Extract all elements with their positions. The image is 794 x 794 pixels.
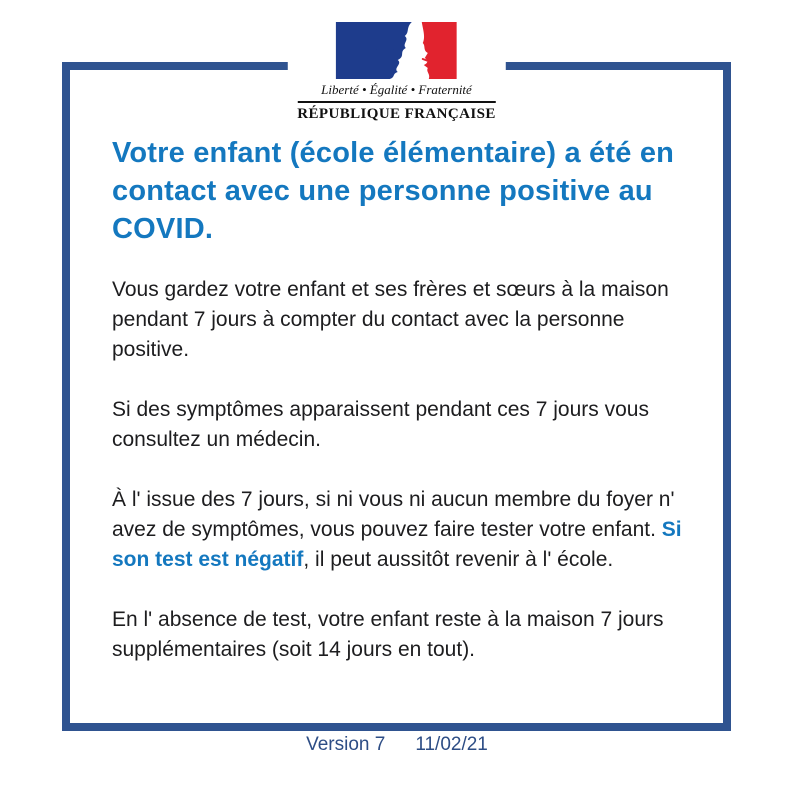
- page-title: Votre enfant (école élémentaire) a été en contact avec une personne positive au COVID.: [112, 137, 675, 245]
- framed-card: [62, 62, 731, 731]
- negative-test-highlight: Si son test est négatif: [112, 518, 682, 571]
- footer: [0, 734, 794, 756]
- card-content: [70, 70, 723, 665]
- footer-date: 11/02/21: [415, 734, 488, 755]
- paragraph-keep-home: Vous gardez votre enfant et ses frères et sœurs à la maison pendant 7 jours à compter du contact avec la personne positive.: [112, 278, 669, 361]
- logo-republic-name: RÉPUBLIQUE FRANÇAISE: [297, 106, 496, 122]
- lips-stroke: [423, 59, 427, 61]
- logo-motto: Liberté • Égalité • Fraternité: [297, 82, 495, 103]
- paragraph-symptoms: Si des symptômes apparaissent pendant ces 7 jours vous consultez un médecin.: [112, 398, 649, 451]
- paragraph-no-test: En l' absence de test, votre enfant reste à la maison 7 jours supplémentaires (soit 14 jours en tout).: [112, 608, 664, 661]
- paragraph-testing: [112, 485, 695, 575]
- marianne-logo: [287, 22, 505, 125]
- footer-version: Version 7: [306, 734, 386, 755]
- french-flag-marianne-icon: [336, 22, 457, 79]
- paragraph-testing-after: , il peut aussitôt revenir à l' école.: [303, 548, 614, 571]
- paragraph-testing-before: À l' issue des 7 jours, si ni vous ni aucun membre du foyer n' avez de symptômes, vous pouvez faire tester votre enfant.: [112, 488, 675, 541]
